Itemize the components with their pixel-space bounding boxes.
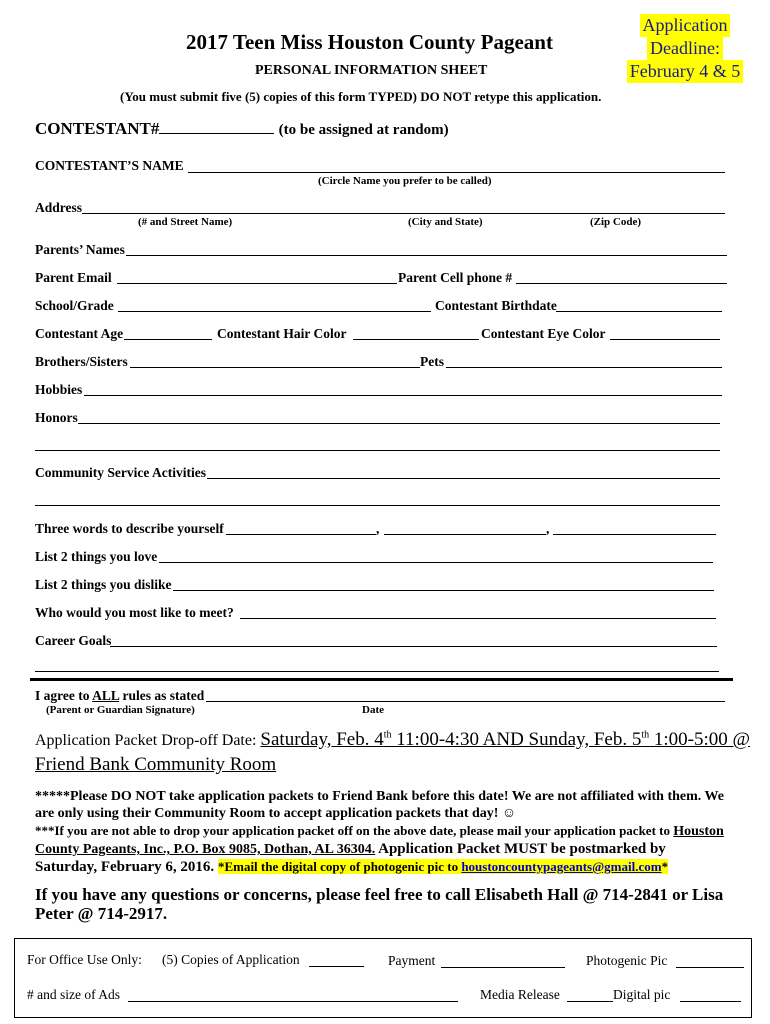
dropoff-line (35, 729, 750, 751)
email-link[interactable]: houstoncountypageants@gmail.com (461, 859, 662, 874)
school-field[interactable] (118, 311, 431, 312)
dislike-label: List 2 things you dislike (35, 577, 172, 592)
notice-line2 (35, 822, 730, 876)
school-label: School/Grade (35, 298, 114, 313)
name-hint: (Circle Name you prefer to be called) (318, 175, 492, 187)
career-field[interactable] (110, 646, 717, 647)
deadline-line1: Application (640, 14, 731, 37)
notice-line2-suffix: Application Packet MUST be postmarked by Saturday, February 6, 2016. (35, 841, 666, 875)
office-media-field[interactable] (567, 1001, 613, 1002)
word-one-field[interactable] (226, 534, 376, 535)
office-copies-label: (5) Copies of Application (162, 952, 300, 967)
office-media-label: Media Release (480, 987, 560, 1002)
dropoff-sun-time: 1:00-5:00 @ (649, 729, 750, 750)
page-subtitle: PERSONAL INFORMATION SHEET (255, 63, 488, 78)
comma-1: , (376, 521, 380, 536)
contestant-number-label: CONTESTANT# (35, 119, 160, 138)
community-field[interactable] (207, 478, 720, 479)
community-field-extra[interactable] (35, 505, 720, 506)
meet-field[interactable] (240, 618, 716, 619)
honors-label: Honors (35, 410, 78, 425)
office-label: For Office Use Only: (27, 952, 142, 967)
address-field[interactable] (82, 213, 725, 214)
address-label: Address (35, 200, 83, 215)
age-label: Contestant Age (35, 326, 124, 341)
siblings-label: Brothers/Sisters (35, 354, 128, 369)
birthdate-label: Contestant Birthdate (435, 298, 557, 313)
dropoff-label: Application Packet Drop-off Date: (35, 732, 261, 749)
office-digital-field[interactable] (680, 1001, 741, 1002)
community-label: Community Service Activities (35, 465, 206, 480)
office-payment-field[interactable] (441, 967, 565, 968)
parent-email-field[interactable] (117, 283, 397, 284)
parents-field[interactable] (126, 255, 727, 256)
office-payment-label: Payment (388, 953, 436, 968)
office-digital-label: Digital pic (613, 987, 671, 1002)
address-hint-street: (# and Street Name) (138, 216, 233, 228)
parent-email-label: Parent Email (35, 270, 112, 285)
deadline-line3: February 4 & 5 (627, 60, 743, 83)
eye-label: Contestant Eye Color (481, 326, 606, 341)
parent-cell-field[interactable] (516, 283, 727, 284)
dropoff-sat-sup: th (383, 729, 392, 741)
contestant-number-field[interactable] (159, 119, 274, 134)
email-suffix: * (661, 859, 669, 874)
honors-field[interactable] (78, 423, 720, 424)
hair-field[interactable] (353, 339, 479, 340)
address-hint-city: (City and State) (408, 216, 483, 228)
birthdate-field[interactable] (556, 311, 722, 312)
name-field[interactable] (188, 172, 725, 173)
dislike-field[interactable] (173, 590, 714, 591)
pets-label: Pets (420, 354, 444, 369)
mailing-address: Houston County Pageants, Inc., P.O. Box 9085, Dothan, AL 36304. (35, 824, 724, 857)
love-label: List 2 things you love (35, 549, 158, 564)
dropoff-sat: Saturday, Feb. 4 (260, 729, 384, 750)
contestant-number-note: (to be assigned at random) (278, 122, 449, 138)
deadline-badge (626, 14, 744, 83)
career-label: Career Goals (35, 633, 112, 648)
notice-line2-prefix: ***If you are not able to drop your application packet off on the above date, please mail your application packet to (35, 823, 674, 838)
office-use-box (14, 938, 752, 1018)
honors-field-extra[interactable] (35, 450, 720, 451)
dropoff-dates (260, 729, 750, 750)
hobbies-field[interactable] (84, 395, 722, 396)
love-field[interactable] (159, 562, 713, 563)
notice-line1: *****Please DO NOT take application packets to Friend Bank before this date! We are not affiliated with them. We are only using their Community Room to accept application packets that day! ☺ (35, 789, 724, 821)
three-words-label: Three words to describe yourself (35, 521, 224, 536)
word-two-field[interactable] (384, 534, 546, 535)
parents-label: Parents’ Names (35, 242, 125, 257)
office-photogenic-field[interactable] (676, 967, 744, 968)
contact-questions: If you have any questions or concerns, please feel free to call Elisabeth Hall @ 714-2841 or Lisa Peter @ 714-2917. (35, 885, 724, 923)
agreement-suffix: rules as stated (119, 688, 205, 703)
parent-cell-label: Parent Cell phone # (398, 270, 513, 285)
age-field[interactable] (124, 339, 212, 340)
deadline-line2: Deadline: (647, 37, 723, 60)
office-copies-field[interactable] (309, 966, 364, 967)
name-label: CONTESTANT’S NAME (35, 158, 184, 173)
notice-block (35, 788, 730, 876)
email-instruction (218, 859, 668, 874)
contestant-number-row (35, 119, 449, 139)
pets-field[interactable] (446, 367, 722, 368)
dropoff-sun-sup: th (641, 729, 650, 741)
divider (30, 678, 733, 681)
instructions: (You must submit five (5) copies of this form TYPED) DO NOT retype this application. (120, 89, 602, 104)
office-ads-field[interactable] (128, 1001, 458, 1002)
office-ads-label: # and size of Ads (27, 987, 120, 1002)
siblings-field[interactable] (130, 367, 420, 368)
hobbies-label: Hobbies (35, 382, 83, 397)
agreement-all: ALL (92, 688, 120, 703)
dropoff-location: Friend Bank Community Room (35, 754, 277, 775)
email-prefix: *Email the digital copy of photogenic pic to (217, 859, 462, 874)
comma-2: , (546, 521, 550, 536)
address-hint-zip: (Zip Code) (590, 216, 642, 228)
agreement-label (35, 688, 204, 704)
date-hint: Date (362, 704, 384, 716)
career-field-extra[interactable] (35, 671, 719, 672)
page-title: 2017 Teen Miss Houston County Pageant (186, 30, 553, 54)
agreement-prefix: I agree to (35, 688, 93, 703)
hair-label: Contestant Hair Color (217, 326, 347, 341)
signature-hint: (Parent or Guardian Signature) (46, 704, 195, 716)
dropoff-sat-time: 11:00-4:30 AND Sunday, Feb. 5 (391, 729, 642, 750)
signature-field[interactable] (206, 701, 725, 702)
word-three-field[interactable] (553, 534, 716, 535)
meet-label: Who would you most like to meet? (35, 605, 234, 620)
office-photogenic-label: Photogenic Pic (586, 953, 668, 968)
eye-field[interactable] (610, 339, 720, 340)
